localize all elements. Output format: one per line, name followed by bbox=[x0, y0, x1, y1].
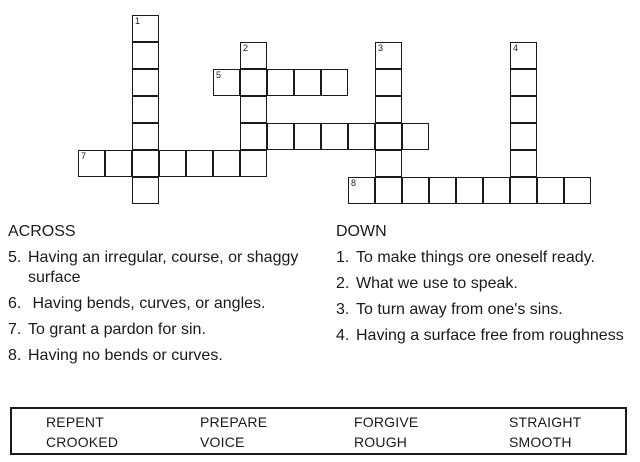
crossword-cell[interactable] bbox=[240, 150, 267, 177]
word-bank-item: FORGIVE bbox=[354, 414, 419, 430]
crossword-grid bbox=[0, 0, 640, 210]
crossword-cell[interactable] bbox=[375, 123, 402, 150]
across-clues bbox=[8, 222, 308, 372]
crossword-cell[interactable] bbox=[213, 150, 240, 177]
clue-number: 4. bbox=[336, 327, 350, 344]
clue-number-label: 5 bbox=[216, 70, 222, 80]
crossword-cell[interactable] bbox=[240, 123, 267, 150]
crossword-cell-3[interactable] bbox=[375, 42, 402, 69]
crossword-cell[interactable] bbox=[375, 150, 402, 177]
crossword-cell-2[interactable] bbox=[240, 42, 267, 69]
clue-number: 1. bbox=[336, 249, 350, 266]
clue-number: 7. bbox=[8, 321, 22, 338]
clue-text: Having no bends or curves. bbox=[28, 347, 223, 364]
crossword-cell[interactable] bbox=[348, 123, 375, 150]
clue-text: To turn away from one's sins. bbox=[356, 301, 563, 318]
crossword-cell[interactable] bbox=[132, 42, 159, 69]
crossword-cell[interactable] bbox=[321, 69, 348, 96]
crossword-cell[interactable] bbox=[375, 177, 402, 204]
clue-text: What we use to speak. bbox=[356, 275, 518, 292]
crossword-cell[interactable] bbox=[186, 150, 213, 177]
crossword-cell[interactable] bbox=[132, 177, 159, 204]
across-clue-5 bbox=[8, 248, 308, 288]
clue-number: 3. bbox=[336, 301, 350, 318]
crossword-cell[interactable] bbox=[456, 177, 483, 204]
crossword-cell-5[interactable] bbox=[213, 69, 240, 96]
crossword-cell[interactable] bbox=[294, 123, 321, 150]
crossword-cell-8[interactable] bbox=[348, 177, 375, 204]
crossword-cell[interactable] bbox=[321, 123, 348, 150]
crossword-cell[interactable] bbox=[510, 96, 537, 123]
crossword-cell[interactable] bbox=[510, 177, 537, 204]
word-bank bbox=[10, 407, 627, 455]
crossword-cell[interactable] bbox=[240, 96, 267, 123]
word-bank-item: STRAIGHT bbox=[509, 414, 582, 430]
crossword-cell[interactable] bbox=[375, 96, 402, 123]
crossword-cell[interactable] bbox=[564, 177, 591, 204]
crossword-cell[interactable] bbox=[429, 177, 456, 204]
crossword-cell[interactable] bbox=[402, 177, 429, 204]
clue-text: Having bends, curves, or angles. bbox=[28, 295, 266, 312]
crossword-cell[interactable] bbox=[483, 177, 510, 204]
crossword-cell[interactable] bbox=[510, 69, 537, 96]
crossword-cell[interactable] bbox=[132, 96, 159, 123]
clue-number: 2. bbox=[336, 275, 350, 292]
crossword-cell[interactable] bbox=[105, 150, 132, 177]
crossword-cell[interactable] bbox=[267, 69, 294, 96]
crossword-cell[interactable] bbox=[132, 150, 159, 177]
across-clue-8 bbox=[8, 346, 308, 366]
clue-text: To grant a pardon for sin. bbox=[28, 321, 206, 338]
crossword-cell[interactable] bbox=[132, 123, 159, 150]
crossword-cell[interactable] bbox=[402, 123, 429, 150]
crossword-cell[interactable] bbox=[294, 69, 321, 96]
word-bank-item: ROUGH bbox=[354, 434, 408, 450]
crossword-cell[interactable] bbox=[132, 69, 159, 96]
crossword-cell-4[interactable] bbox=[510, 42, 537, 69]
clue-number: 5. bbox=[8, 249, 22, 266]
crossword-cell[interactable] bbox=[159, 150, 186, 177]
down-clue-3 bbox=[336, 300, 636, 320]
down-clues bbox=[336, 222, 636, 352]
crossword-cell[interactable] bbox=[267, 123, 294, 150]
word-bank-item: VOICE bbox=[200, 434, 245, 450]
across-clue-6 bbox=[8, 294, 308, 314]
down-clue-4 bbox=[336, 326, 636, 346]
crossword-cell[interactable] bbox=[240, 69, 267, 96]
crossword-cell[interactable] bbox=[375, 69, 402, 96]
clue-number-label: 2 bbox=[243, 43, 249, 53]
crossword-cell[interactable] bbox=[537, 177, 564, 204]
clue-text: Having an irregular, course, or shaggy surface bbox=[28, 249, 299, 286]
down-clue-1 bbox=[336, 248, 636, 268]
across-clue-7 bbox=[8, 320, 308, 340]
clue-number-label: 1 bbox=[135, 16, 141, 26]
crossword-cell-1[interactable] bbox=[132, 15, 159, 42]
clue-number-label: 8 bbox=[351, 178, 357, 188]
clue-text: To make things ore oneself ready. bbox=[356, 249, 595, 266]
clue-text: Having a surface free from roughness bbox=[356, 327, 624, 344]
down-heading: DOWN bbox=[336, 223, 387, 240]
across-heading: ACROSS bbox=[8, 223, 76, 240]
clue-number-label: 4 bbox=[513, 43, 519, 53]
word-bank-item: SMOOTH bbox=[509, 434, 572, 450]
crossword-cell[interactable] bbox=[510, 150, 537, 177]
clue-number: 8. bbox=[8, 347, 22, 364]
down-clue-2 bbox=[336, 274, 636, 294]
clue-number-label: 3 bbox=[378, 43, 384, 53]
clue-number-label: 7 bbox=[81, 151, 87, 161]
clue-number: 6. bbox=[8, 295, 22, 312]
word-bank-item: CROOKED bbox=[46, 434, 119, 450]
word-bank-item: REPENT bbox=[46, 414, 104, 430]
crossword-cell[interactable] bbox=[510, 123, 537, 150]
word-bank-item: PREPARE bbox=[200, 414, 268, 430]
crossword-cell-7[interactable] bbox=[78, 150, 105, 177]
